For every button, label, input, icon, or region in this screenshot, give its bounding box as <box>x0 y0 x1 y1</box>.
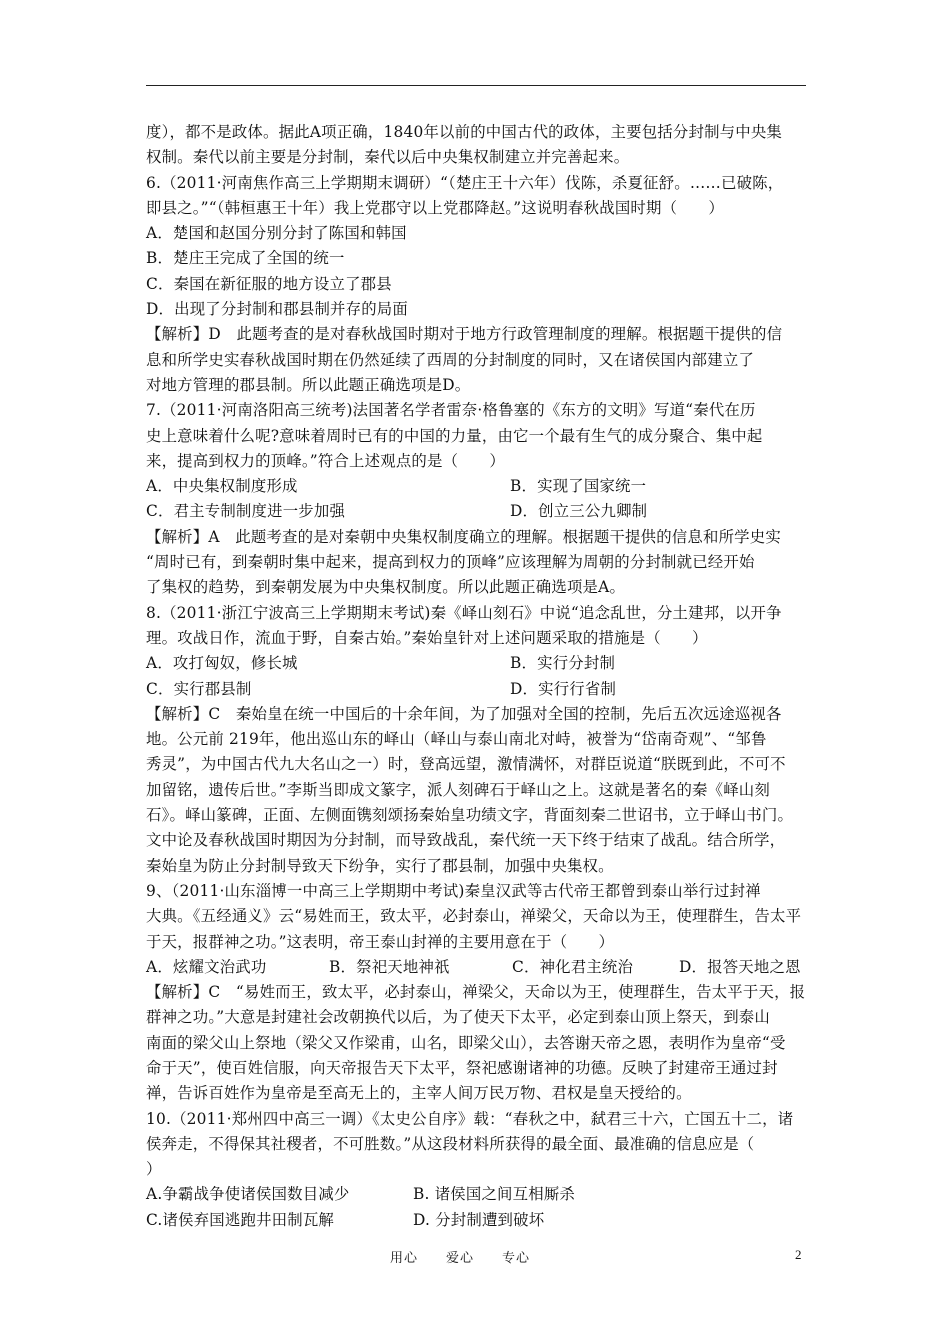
question-8-analysis: 石》。峄山篆碑，正面、左侧面镌刻颂扬秦始皇功绩文字，背面刻秦二世诏书，立于峄山书门。 <box>146 806 794 825</box>
question-7-stem: 7.（2011·河南洛阳高三统考)法国著名学者雷奈·格鲁塞的《东方的文明》写道“秦代在历 <box>146 401 756 420</box>
options-row <box>146 651 810 676</box>
option-c: C.诸侯弃国逃跑井田制瓦解 <box>146 1210 335 1229</box>
options-row <box>146 474 810 499</box>
question-8-analysis: 文中论及春秋战国时期因为分封制，而导致战乱，秦代统一天下终于结束了战乱。结合所学， <box>146 831 786 850</box>
option-a: A.争霸战争使诸侯国数目减少 <box>146 1185 350 1204</box>
option-a: A．攻打匈奴，修长城 <box>146 654 298 673</box>
options-row <box>146 677 810 702</box>
question-6-analysis: 【解析】D 此题考查的是对春秋战国时期对于地方行政管理制度的理解。根据题干提供的信 <box>146 325 783 344</box>
question-6-analysis: 对地方管理的郡县制。所以此题正确选项是D。 <box>146 375 471 394</box>
options-row <box>146 499 810 524</box>
option-b: B. 诸侯国之间互相厮杀 <box>413 1185 576 1204</box>
text-line: 度），都不是政体。据此A项正确，1840年以前的中国古代的政体，主要包括分封制与中央集 <box>146 123 783 141</box>
option-b: B．祭祀天地神祇 <box>329 957 450 976</box>
option-d: D．实行行省制 <box>510 679 617 698</box>
option-a: A．炫耀文治武功 <box>146 957 267 976</box>
question-9-analysis: 命于天”，使百姓信服，向天帝报告天下太平，祭祀感谢诸神的功德。反映了封建帝王通过封 <box>146 1058 778 1077</box>
question-8-stem: 理。攻战日作，流血于野，自秦古始。”秦始皇针对上述问题采取的措施是（ ） <box>146 628 708 647</box>
document-body <box>146 120 810 1233</box>
question-7-stem: 史上意味着什么呢?意味着周时已有的中国的力量，由它一个最有生气的成分聚合、集中起 <box>146 426 763 445</box>
question-7-analysis: 【解析】A 此题考查的是对秦朝中央集权制度确立的理解。根据题干提供的信息和所学史实 <box>146 527 781 546</box>
option-d: D．创立三公九卿制 <box>510 502 648 521</box>
options-row <box>146 955 810 980</box>
question-9-analysis: 群神之功。”大意是封建社会改朝换代以后，为了使天下太平，必定到泰山顶上祭天，到泰山 <box>146 1008 770 1027</box>
question-8-analysis: 秦始皇为防止分封制导致天下纷争，实行了郡县制，加强中央集权。 <box>146 856 614 875</box>
question-6-stem: 即县之。”“（韩桓惠王十年）我上党郡守以上党郡降赵。”这说明春秋战国时期（ ） <box>146 198 724 217</box>
question-6-analysis: 息和所学史实春秋战国时期在仍然延续了西周的分封制度的同时，又在诸侯国内部建立了 <box>146 350 755 369</box>
question-10-stem: 侯奔走，不得保其社稷者，不可胜数。”从这段材料所获得的最全面、最准确的信息应是（ <box>146 1134 755 1153</box>
option-d: D．出现了分封制和郡县制并存的局面 <box>146 300 408 319</box>
option-d: D．报答天地之恩 <box>679 957 801 976</box>
option-d: D. 分封制遭到破坏 <box>413 1210 545 1229</box>
option-b: B．实现了国家统一 <box>510 477 647 496</box>
option-b: B．实行分封制 <box>510 654 616 673</box>
option-a: A．中央集权制度形成 <box>146 477 298 496</box>
question-9-analysis: 南面的梁父山上祭地（梁父又作梁甫，山名，即梁父山），去答谢天帝之恩，表明作为皇帝“受 <box>146 1033 786 1052</box>
option-a: A．楚国和赵国分别分封了陈国和韩国 <box>146 224 407 243</box>
options-row <box>146 1208 810 1233</box>
options-row <box>146 1182 810 1207</box>
question-9-analysis: 禅，告诉百姓作为皇帝是至高无上的，主宰人间万民万物、君权是皇天授给的。 <box>146 1084 692 1103</box>
question-8-analysis: 加留铭，遗传后世。”李斯当即成文篆字，派人刻碑石于峄山之上。这就是著名的秦《峄山刻 <box>146 780 770 799</box>
option-c: C．神化君主统治 <box>512 957 634 976</box>
question-10-stem: 10.（2011·郑州四中高三一调）《太史公自序》载：“春秋之中，弑君三十六，亡国五十二，诸 <box>146 1109 794 1128</box>
question-10-stem: ） <box>146 1160 162 1179</box>
page-footer <box>0 1247 950 1271</box>
text-line: 权制。秦代以前主要是分封制，秦代以后中央集权制建立并完善起来。 <box>146 148 630 167</box>
question-8-analysis: 秀灵”，为中国古代九大名山之一）时，登高远望，激情满怀，对群臣说道“朕既到此，不可不 <box>146 755 786 774</box>
question-7-analysis: “周时已有，到秦朝时集中起来，提高到权力的顶峰”应该理解为周朝的分封制就已经开始 <box>146 553 755 572</box>
footer-slogan: 用心 爱心 专心 <box>390 1251 531 1266</box>
question-9-stem: 于天，报群神之功。”这表明，帝王泰山封禅的主要用意在于（ ） <box>146 932 615 951</box>
question-7-analysis: 了集权的趋势，到秦朝发展为中央集权制度。所以此题正确选项是A。 <box>146 578 626 597</box>
question-9-stem: 大典。《五经通义》云“易姓而王，致太平，必封泰山，禅梁父，天命以为王，使理群生，告太平 <box>146 907 802 926</box>
question-7-stem: 来，提高到权力的顶峰。”符合上述观点的是（ ） <box>146 451 505 470</box>
option-c: C．实行郡县制 <box>146 679 252 698</box>
question-9-stem: 9、（2011·山东淄博一中高三上学期期中考试)秦皇汉武等古代帝王都曾到泰山举行过封禅 <box>146 881 761 900</box>
question-8-stem: 8.（2011·浙江宁波高三上学期期末考试)秦《峄山刻石》中说“追念乱世，分土建邦，以开争 <box>146 603 782 622</box>
question-8-analysis: 【解析】C 秦始皇在统一中国后的十余年间，为了加强对全国的控制，先后五次远途巡视各 <box>146 704 782 723</box>
page-number: 2 <box>795 1247 802 1262</box>
header-rule <box>146 85 806 86</box>
option-b: B．楚庄王完成了全国的统一 <box>146 249 345 268</box>
question-9-analysis: 【解析】C “易姓而王，致太平，必封泰山，禅梁父，天命以为王，使理群生，告太平于天，报 <box>146 983 806 1002</box>
question-8-analysis: 地。公元前 219年，他出巡山东的峄山（峄山与泰山南北对峙，被誉为“岱南奇观”、“邹鲁 <box>146 730 767 749</box>
option-c: C．君主专制制度进一步加强 <box>146 502 346 521</box>
question-6-stem: 6.（2011·河南焦作高三上学期期末调研）“（楚庄王十六年）伐陈，杀夏征舒。……已破陈， <box>146 173 784 192</box>
option-c: C．秦国在新征服的地方设立了郡县 <box>146 274 392 293</box>
